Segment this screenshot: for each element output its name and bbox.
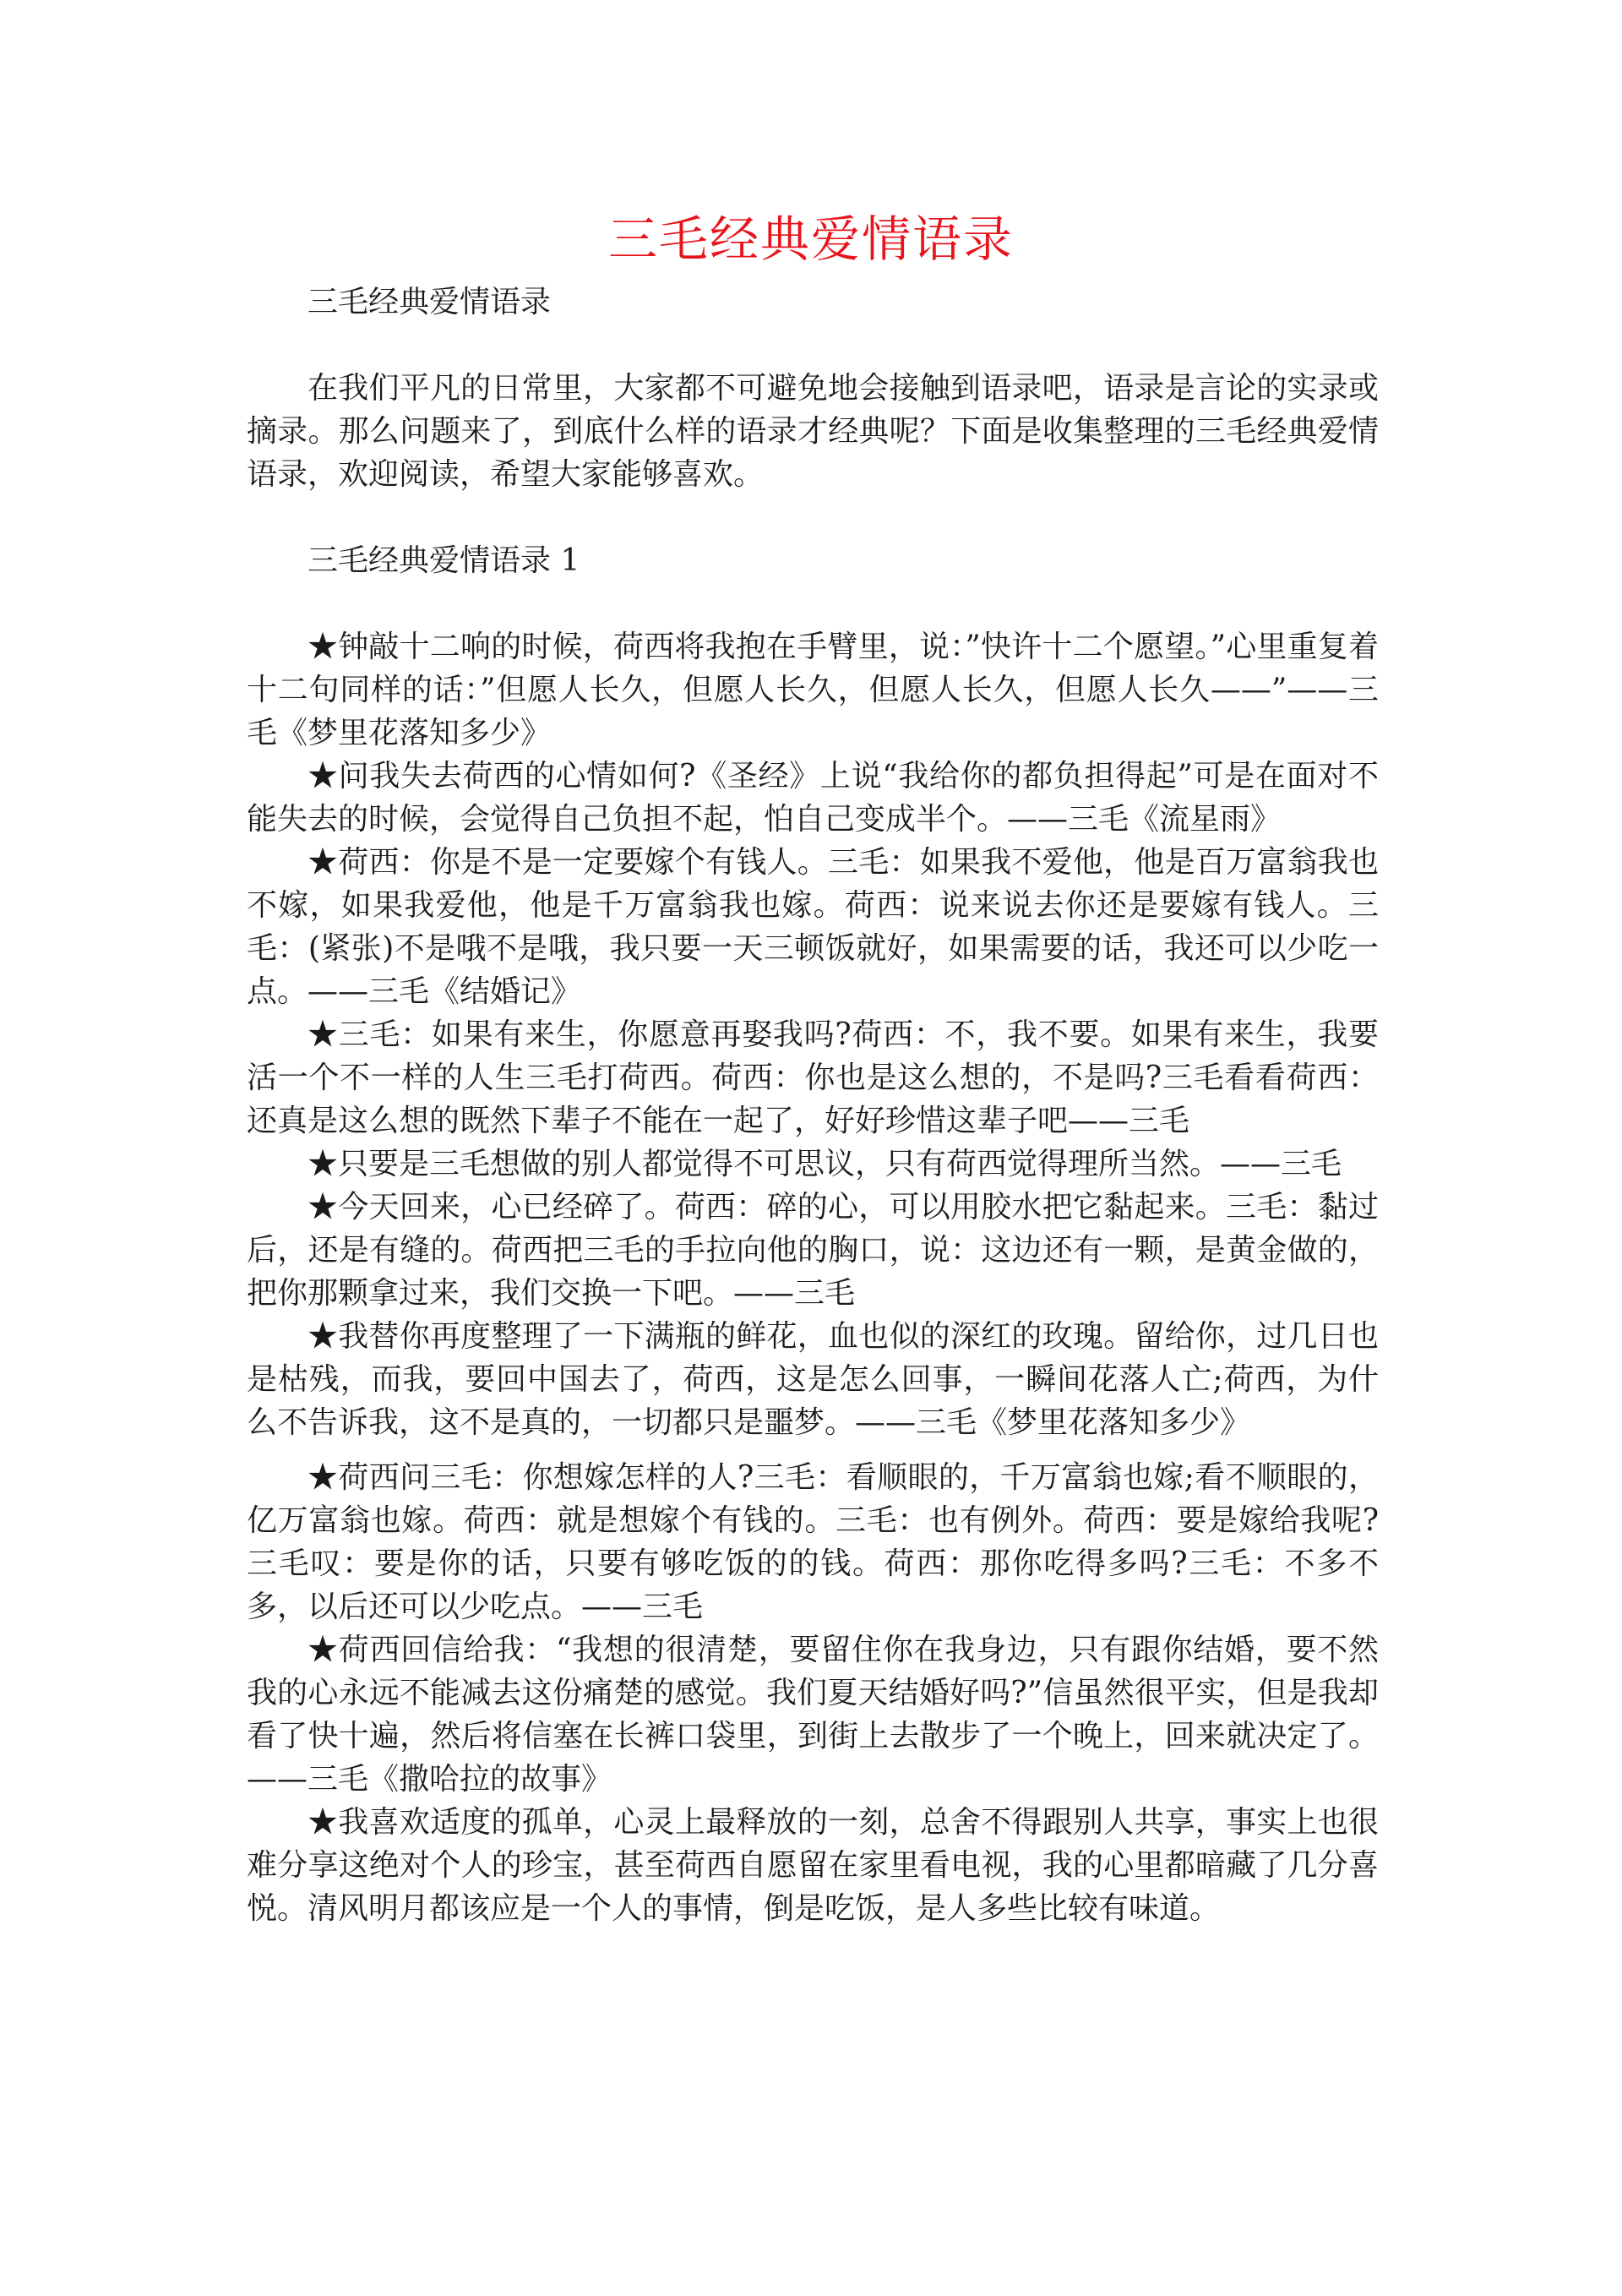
document-body xyxy=(247,281,1379,1930)
quote-paragraph: ★今天回来，心已经碎了。荷西：碎的心，可以用胶水把它黏起来。三毛：黏过后，还是有缝的。荷西把三毛的手拉向他的胸口，说：这边还有一颗，是黄金做的，把你那颗拿过来，我们交换一下吧。——三毛 xyxy=(247,1190,1379,1311)
quote-paragraph: ★我替你再度整理了一下满瓶的鲜花，血也似的深红的玫瑰。留给你，过几日也是枯残，而我，要回中国去了，荷西，这是怎么回事，一瞬间花落人亡;荷西，为什么不告诉我，这不是真的，一切都只是噩梦。——三毛《梦里花落知多少》 xyxy=(247,1319,1379,1440)
quote-paragraph: ★三毛：如果有来生，你愿意再娶我吗?荷西：不，我不要。如果有来生，我要活一个不一样的人生三毛打荷西。荷西：你也是这么想的，不是吗?三毛看看荷西：还真是这么想的既然下辈子不能在一起了，好好珍惜这辈子吧——三毛 xyxy=(247,1017,1379,1138)
quote-paragraph: ★我喜欢适度的孤单，心灵上最释放的一刻，总舍不得跟别人共享，事实上也很难分享这绝对个人的珍宝，甚至荷西自愿留在家里看电视，我的心里都暗藏了几分喜悦。清风明月都该应是一个人的事情，倒是吃饭，是人多些比较有味道。 xyxy=(247,1805,1379,1926)
section-heading: 三毛经典爱情语录 1 xyxy=(308,543,580,578)
intro-paragraph: 在我们平凡的日常里，大家都不可避免地会接触到语录吧，语录是言论的实录或摘录。那么问题来了，到底什么样的语录才经典呢？下面是收集整理的三毛经典爱情语录，欢迎阅读，希望大家能够喜欢。 xyxy=(247,371,1379,492)
quote-paragraph: ★荷西：你是不是一定要嫁个有钱人。三毛：如果我不爱他，他是百万富翁我也不嫁，如果我爱他，他是千万富翁我也嫁。荷西：说来说去你还是要嫁有钱人。三毛：(紧张)不是哦不是哦，我只要一天三顿饭就好，如果需要的话，我还可以少吃一点。——三毛《结婚记》 xyxy=(247,845,1379,1009)
quote-paragraph: ★钟敲十二响的时候，荷西将我抱在手臂里，说：”快许十二个愿望。”心里重复着十二句同样的话：”但愿人长久，但愿人长久，但愿人长久，但愿人长久——”——三毛《梦里花落知多少》 xyxy=(247,630,1379,750)
quote-paragraph: ★只要是三毛想做的别人都觉得不可思议，只有荷西觉得理所当然。——三毛 xyxy=(308,1147,1342,1181)
quote-paragraph: ★荷西问三毛：你想嫁怎样的人?三毛：看顺眼的，千万富翁也嫁;看不顺眼的，亿万富翁也嫁。荷西：就是想嫁个有钱的。三毛：也有例外。荷西：要是嫁给我呢?三毛叹：要是你的话，只要有够吃饭的的钱。荷西：那你吃得多吗?三毛：不多不多，以后还可以少吃点。——三毛 xyxy=(247,1460,1379,1624)
quote-paragraph: ★问我失去荷西的心情如何?《圣经》上说“我给你的都负担得起”可是在面对不能失去的时候，会觉得自己负担不起，怕自己变成半个。——三毛《流星雨》 xyxy=(247,759,1379,837)
document-title: 三毛经典爱情语录 xyxy=(607,210,1014,268)
quote-paragraph: ★荷西回信给我：“我想的很清楚，要留住你在我身边，只有跟你结婚，要不然我的心永远不能减去这份痛楚的感觉。我们夏天结婚好吗?”信虽然很平实，但是我却看了快十遍，然后将信塞在长裤口袋里，到街上去散步了一个晚上，回来就决定了。——三毛《撒哈拉的故事》 xyxy=(247,1633,1379,1797)
document-subtitle: 三毛经典爱情语录 xyxy=(308,285,552,319)
